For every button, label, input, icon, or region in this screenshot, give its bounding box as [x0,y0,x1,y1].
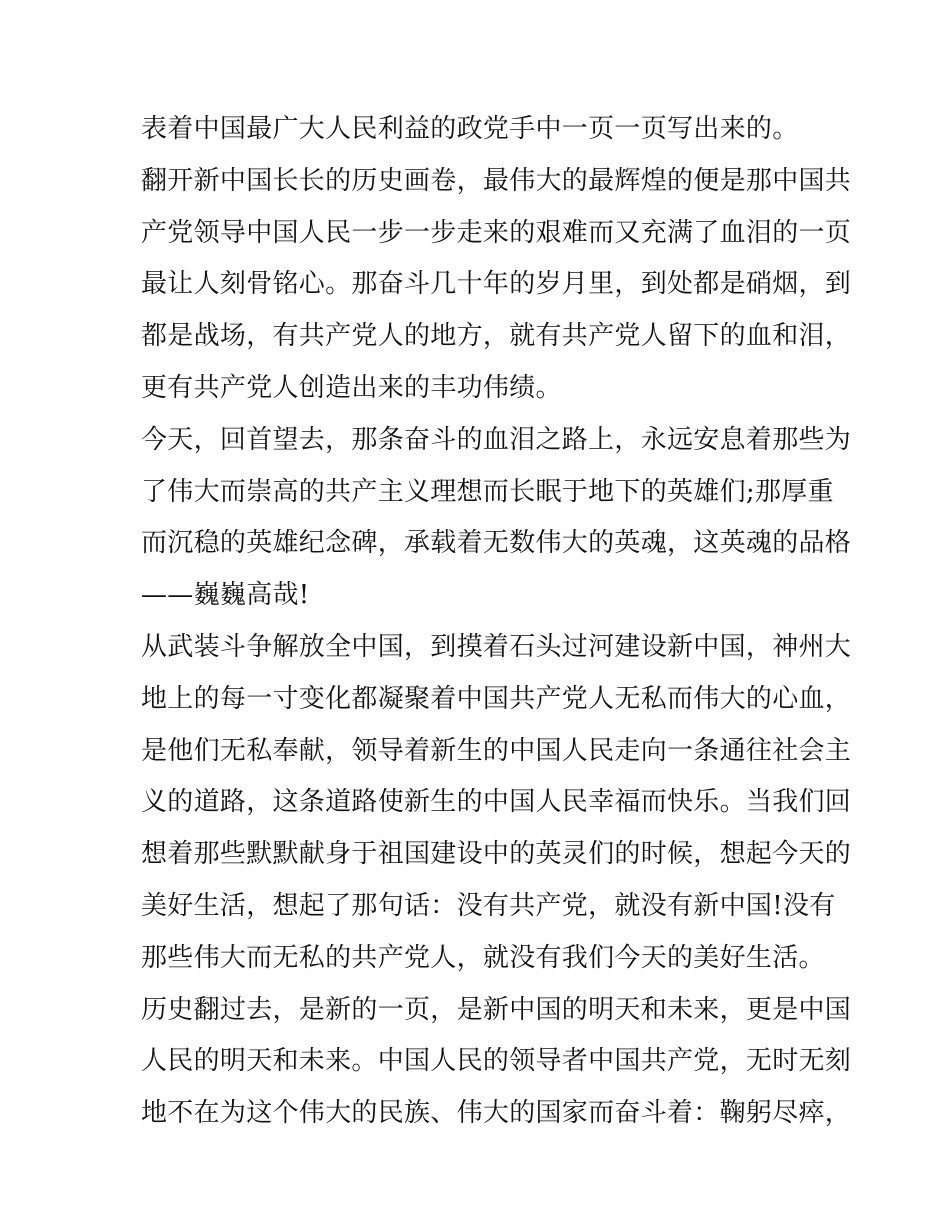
text-line: 产党领导中国人民一步一步走来的艰难而又充满了血泪的一页 [141,217,852,248]
text-line: 义的道路，这条道路使新生的中国人民幸福而快乐。当我们回 [141,787,852,818]
text-line: 地不在为这个伟大的民族、伟大的国家而奋斗着：鞠躬尽瘁， [141,1098,852,1129]
text-line: 那些伟大而无私的共产党人，就没有我们今天的美好生活。 [141,942,825,973]
text-line: 想着那些默默献身于祖国建设中的英灵们的时候，想起今天的 [141,839,852,870]
text-line: 都是战场，有共产党人的地方，就有共产党人留下的血和泪， [141,321,852,352]
text-line: 人民的明天和未来。中国人民的领导者中国共产党，无时无刻 [141,1046,852,1077]
text-line: 而沉稳的英雄纪念碑，承载着无数伟大的英魂，这英魂的品格 [141,528,852,559]
text-line: ——巍巍高哉! [141,580,310,611]
text-line: 地上的每一寸变化都凝聚着中国共产党人无私而伟大的心血， [141,683,852,714]
text-line: 美好生活，想起了那句话：没有共产党，就没有新中国!没有 [141,890,836,921]
text-line: 表着中国最广大人民利益的政党手中一页一页写出来的。 [141,114,799,144]
text-line: 今天，回首望去，那条奋斗的血泪之路上，永远安息着那些为 [141,424,852,455]
text-line: 从武装斗争解放全中国，到摸着石头过河建设新中国，神州大 [141,631,852,662]
text-line: 历史翻过去，是新的一页，是新中国的明天和未来，更是中国 [141,994,852,1025]
text-line: 翻开新中国长长的历史画卷，最伟大的最辉煌的便是那中国共 [141,165,852,196]
text-line: 最让人刻骨铭心。那奋斗几十年的岁月里，到处都是硝烟，到 [141,269,852,300]
document-body [141,104,852,1140]
text-line: 更有共产党人创造出来的丰功伟绩。 [141,372,562,403]
text-line: 是他们无私奉献，领导着新生的中国人民走向一条通往社会主 [141,735,852,766]
text-line: 了伟大而崇高的共产主义理想而长眠于地下的英雄们;那厚重 [141,476,834,507]
